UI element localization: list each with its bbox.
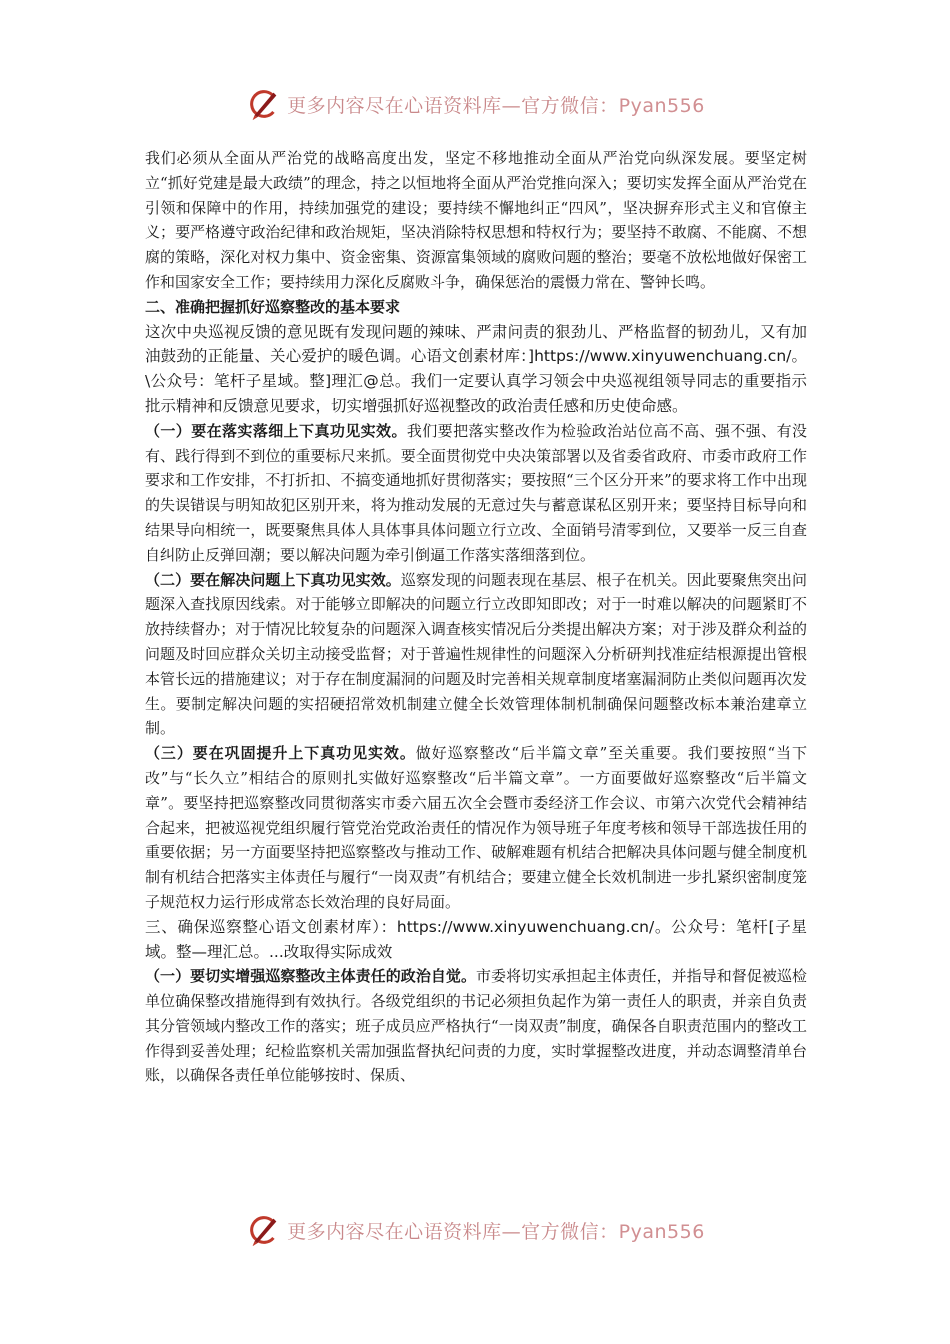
pen-logo-icon bbox=[245, 1211, 283, 1249]
pen-logo-icon bbox=[245, 85, 283, 123]
wechat-id: Pyan556 bbox=[618, 1220, 705, 1243]
document-body bbox=[145, 146, 807, 1088]
item-3-lead: （三）要在巩固提升上下真功见实效。 bbox=[145, 744, 416, 763]
section-heading-3: 三、确保巡察整心语文创素材库）：https://www.xinyuwenchuang.cn/。公众号：笔杆[子星域。整—理汇总。...改取得实际成效 bbox=[145, 917, 807, 961]
paragraph-section-3-item-1: （一）要切实增强巡察整改主体责任的政治自觉。市委将切实承担起主体责任，并指导和督促被巡检单位确保整改措施得到有效执行。各级党组织的书记必须担负起作为第一责任人的职责，并亲自负责其分管领域内整改工作的落实；班子成员应严格执行“一岗双责”制度，确保各自职责范围内的整改工作得到妥善处理；纪检监察机关需加强监督执纪问责的力度，实时掌握整改进度，并动态调整清单台账，以确保各责任单位能够按时、保质、 bbox=[145, 967, 807, 1085]
watermark-text: 更多内容尽在心语资料库—官方微信：Pyan556 bbox=[287, 1220, 705, 1243]
item-1-lead: （一）要在落实落细上下真功见实效。 bbox=[145, 421, 407, 440]
paragraph-section-2-intro: 这次中央巡视反馈的意见既有发现问题的辣味、严肃问责的狠劲儿、严格监督的韧劲儿，又有加油鼓劲的正能量、关心爱护的暖色调。心语文创素材库：]https://www.xinyuwenchuang.cn/。\公众号：笔杆子星域。整]理汇@总。我们一定要认真学习领会中央巡视组领导同志的重要指示批示精神和反馈意见要求，切实增强抓好巡视整改的政治责任感和历史使命感。 bbox=[145, 322, 807, 415]
paragraph-item-1: （一）要在落实落细上下真功见实效。我们要把落实整改作为检验政治站位高不高、强不强、有没有、践行得到不到位的重要标尺来抓。要全面贯彻党中央决策部署以及省委省政府、市委市政府工作要求和工作安排，不打折扣、不搞变通地抓好贯彻落实；要按照“三个区分开来”的要求将工作中出现的失误错误与明知故犯区别开来，将为推动发展的无意过失与蓄意谋私区别开来；要坚持目标导向和结果导向相统一，既要聚焦具体人具体事具体问题立行立改、全面销号清零到位，又要举一反三自查自纠防止反弹回潮；要以解决问题为牵引倒逼工作落实落细落到位。 bbox=[145, 421, 807, 564]
paragraph-intro: 我们必须从全面从严治党的战略高度出发，坚定不移地推动全面从严治党向纵深发展。要坚定树立“抓好党建是最大政绩”的理念，持之以恒地将全面从严治党推向深入；要切实发挥全面从严治党在引领和保障中的作用，持续加强党的建设；要持续不懈地纠正“四风”，坚决摒弃形式主义和官僚主义；要严格遵守政治纪律和政治规矩，坚决消除特权思想和特权行为；要坚持不敢腐、不能腐、不想腐的策略，深化对权力集中、资金密集、资源富集领域的腐败问题的整治；要毫不放松地做好保密工作和国家安全工作；要持续用力深化反腐败斗争，确保惩治的震慑力常在、警钟长鸣。 bbox=[145, 149, 807, 291]
watermark-text: 更多内容尽在心语资料库—官方微信：Pyan556 bbox=[287, 94, 705, 117]
wechat-id: Pyan556 bbox=[618, 94, 705, 117]
paragraph-item-2: （二）要在解决问题上下真功见实效。巡察发现的问题表现在基层、根子在机关。因此要聚焦突出问题深入查找原因线索。对于能够立即解决的问题立行立改即知即改；对于一时难以解决的问题紧盯不放持续督办；对于情况比较复杂的问题深入调查核实情况后分类提出解决方案；对于涉及群众利益的问题及时回应群众关切主动接受监督；对于普遍性规律性的问题深入分析研判找准症结根源提出管根本管长远的措施建议；对于存在制度漏洞的问题及时完善相关规章制度堵塞漏洞防止类似问题再次发生。要制定解决问题的实招硬招常效机制建立健全长效管理体制机制确保问题整改标本兼治建章立制。 bbox=[145, 570, 807, 738]
paragraph-item-3: （三）要在巩固提升上下真功见实效。做好巡察整改“后半篇文章”至关重要。我们要按照“当下改”与“长久立”相结合的原则扎实做好巡察整改“后半篇文章”。一方面要做好巡察整改“后半篇文章”。要坚持把巡察整改同贯彻落实市委六届五次全会暨市委经济工作会议、市第六次党代会精神结合起来，把被巡视党组织履行管党治党政治责任的情况作为领导班子年度考核和领导干部选拔任用的重要依据；另一方面要坚持把巡察整改与推动工作、破解难题有机结合把解决具体问题与健全制度机制有机结合把落实主体责任与履行“一岗双责”有机结合；要建立健全长效机制进一步扎紧织密制度笼子规范权力运行形成常态长效治理的良好局面。 bbox=[145, 744, 807, 911]
footer-watermark-banner bbox=[0, 1210, 950, 1250]
header-watermark-banner bbox=[0, 84, 950, 124]
section-heading-2: 二、准确把握抓好巡察整改的基本要求 bbox=[145, 297, 401, 316]
item-2-lead: （二）要在解决问题上下真功见实效。 bbox=[145, 570, 401, 589]
section-3-item-1-lead: （一）要切实增强巡察整改主体责任的政治自觉。 bbox=[145, 967, 477, 986]
